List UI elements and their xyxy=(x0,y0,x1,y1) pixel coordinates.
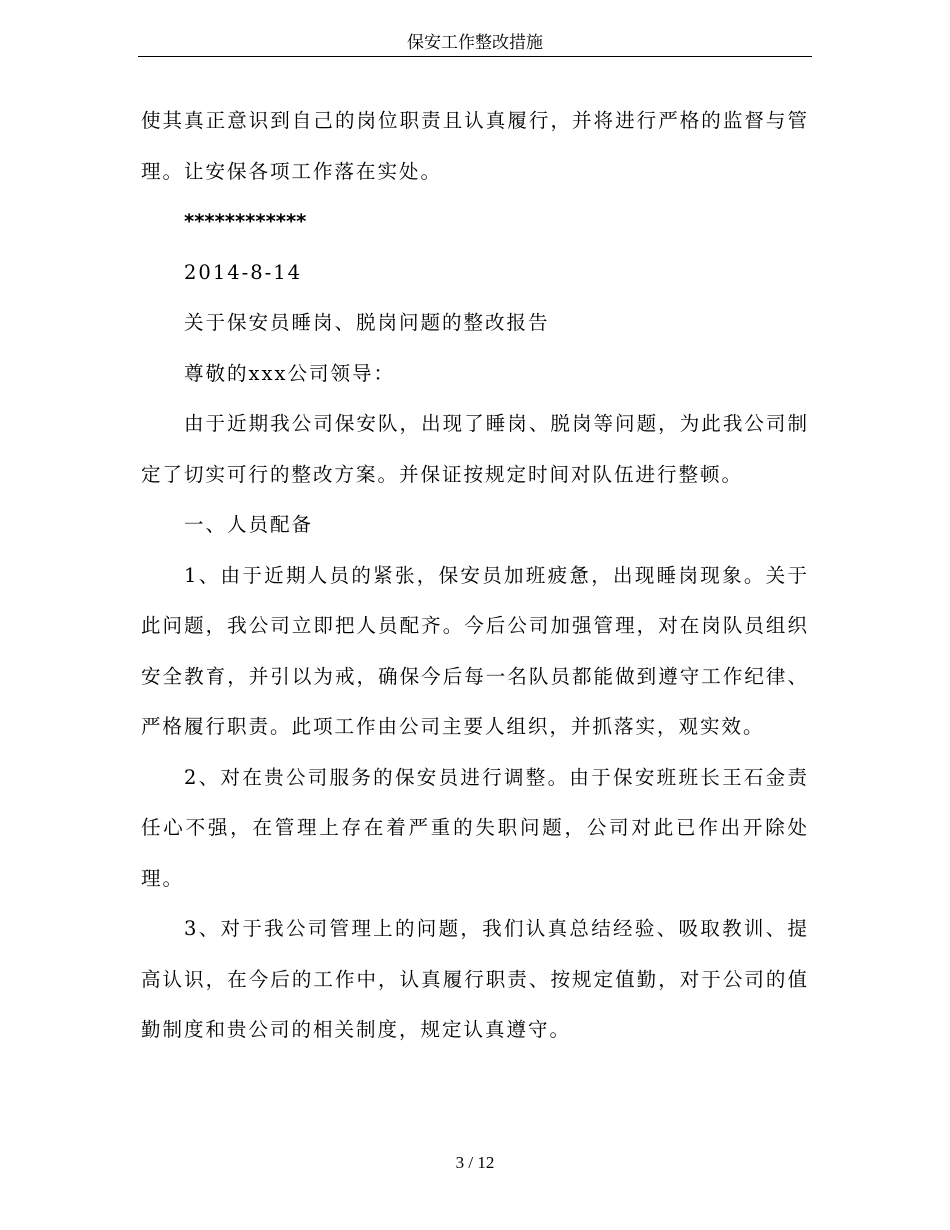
document-body xyxy=(141,96,809,1056)
report-title: 关于保安员睡岗、脱岗问题的整改报告 xyxy=(184,311,550,334)
list-item: 1、由于近期人员的紧张，保安员加班疲惫，出现睡岗现象。关于此问题，我公司立即把人员配齐。今后公司加强管理，对在岗队员组织安全教育，并引以为戒，确保今后每一名队员都能做到遵守工作纪律、严格履行职责。此项工作由公司主要人组织，并抓落实，观实效。 xyxy=(141,563,809,738)
list-item: 2、对在贵公司服务的保安员进行调整。由于保安班班长王石金责任心不强，在管理上存在着严重的失职问题，公司对此已作出开除处理。 xyxy=(141,765,809,890)
page-header-title: 保安工作整改措施 xyxy=(407,33,543,53)
paragraph-continuation: 使其真正意识到自己的岗位职责且认真履行，并将进行严格的监督与管理。让安保各项工作落在实处。 xyxy=(141,109,809,183)
paragraph-intro: 由于近期我公司保安队，出现了睡岗、脱岗等问题，为此我公司制定了切实可行的整改方案。并保证按规定时间对队伍进行整顿。 xyxy=(141,412,809,486)
list-item: 3、对于我公司管理上的问题，我们认真总结经验、吸取教训、提高认识，在今后的工作中，认真履行职责、按规定值勤，对于公司的值勤制度和贵公司的相关制度，规定认真遵守。 xyxy=(141,917,809,1041)
document-date: 2014-8-14 xyxy=(184,260,303,284)
header-divider xyxy=(138,56,812,57)
signature-mask: ************ xyxy=(184,210,307,233)
page-number: 3 / 12 xyxy=(455,1153,495,1172)
salutation: 尊敬的xxx公司领导： xyxy=(184,361,395,385)
section-heading: 一、人员配备 xyxy=(184,513,314,536)
